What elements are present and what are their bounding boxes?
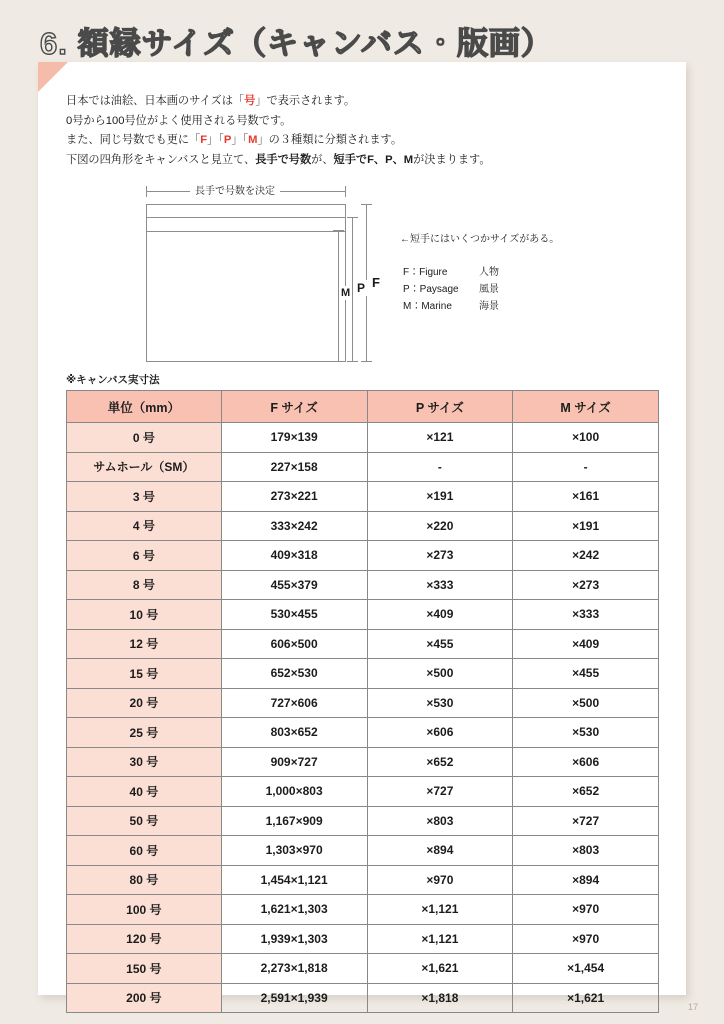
legend-abbr: F：Figure	[403, 267, 448, 278]
column-header-p: P サイズ	[367, 391, 513, 423]
diagram-side-note: ←短手にはいくつかサイズがある。	[400, 234, 560, 245]
cell-m-size: ×727	[513, 806, 659, 836]
table-row	[67, 718, 659, 748]
cell-p-size: ×191	[367, 482, 513, 512]
table-row	[67, 777, 659, 807]
cell-m-size: ×409	[513, 629, 659, 659]
intro-highlight-p: P	[223, 134, 232, 146]
cell-m-size: ×894	[513, 865, 659, 895]
cell-m-size: ×970	[513, 895, 659, 925]
legend-meaning: 海景	[479, 301, 499, 312]
intro-paragraph	[66, 92, 491, 170]
column-header-m: M サイズ	[513, 391, 659, 423]
cell-p-size: ×1,121	[367, 895, 513, 925]
table-header-row	[67, 391, 659, 423]
cell-p-size: ×803	[367, 806, 513, 836]
cell-p-size: ×121	[367, 423, 513, 453]
intro-line-1-part-b: 」で表示されます。	[255, 95, 356, 107]
cell-f-size: 727×606	[221, 688, 367, 718]
canvas-size-table	[66, 390, 659, 1013]
cell-unit: 50 号	[67, 806, 222, 836]
intro-line-1-part-a: 日本では油絵、日本画のサイズは「	[66, 95, 245, 107]
intro-bold-nagate: 長手で号数	[255, 153, 312, 166]
table-row	[67, 747, 659, 777]
cell-f-size: 409×318	[221, 541, 367, 571]
intro-line-4-part-a: 下図の四角形をキャンバスと見立て、	[66, 153, 256, 166]
corner-fold-accent	[38, 62, 68, 92]
cell-unit: 8 号	[67, 570, 222, 600]
cell-m-size: ×652	[513, 777, 659, 807]
cell-p-size: ×1,121	[367, 924, 513, 954]
cell-unit: 40 号	[67, 777, 222, 807]
cell-f-size: 2,591×1,939	[221, 983, 367, 1013]
cell-m-size: -	[513, 452, 659, 482]
cell-f-size: 1,167×909	[221, 806, 367, 836]
table-caption: ※キャンバス実寸法	[66, 374, 160, 386]
column-header-unit: 単位（mm）	[67, 391, 222, 423]
table-row	[67, 806, 659, 836]
intro-bold-mijikate: 短手でF、P、M	[333, 153, 414, 166]
cell-p-size: ×727	[367, 777, 513, 807]
table-row	[67, 836, 659, 866]
page-number: 17	[687, 1002, 698, 1012]
intro-line-3-part-b: 」「	[207, 134, 224, 146]
cell-unit: 150 号	[67, 954, 222, 984]
cell-unit: 15 号	[67, 659, 222, 689]
legend-item	[403, 264, 499, 281]
table-row	[67, 954, 659, 984]
cell-m-size: ×333	[513, 600, 659, 630]
intro-line-1	[66, 92, 491, 112]
table-row	[67, 895, 659, 925]
cell-p-size: ×970	[367, 865, 513, 895]
table-row	[67, 423, 659, 453]
cell-p-size: ×894	[367, 836, 513, 866]
cell-m-size: ×242	[513, 541, 659, 571]
cell-unit: 120 号	[67, 924, 222, 954]
cell-m-size: ×803	[513, 836, 659, 866]
cell-p-size: ×333	[367, 570, 513, 600]
cell-m-size: ×500	[513, 688, 659, 718]
cell-unit: 12 号	[67, 629, 222, 659]
cell-m-size: ×191	[513, 511, 659, 541]
cell-p-size: ×1,621	[367, 954, 513, 984]
cell-f-size: 803×652	[221, 718, 367, 748]
cell-f-size: 909×727	[221, 747, 367, 777]
cell-f-size: 227×158	[221, 452, 367, 482]
legend-meaning: 人物	[479, 267, 499, 278]
legend-abbr: P：Paysage	[403, 284, 459, 295]
cell-unit: 200 号	[67, 983, 222, 1013]
canvas-divider-f-p	[147, 217, 345, 218]
cell-unit: サムホール（SM）	[67, 452, 222, 482]
table-row	[67, 541, 659, 571]
cell-f-size: 652×530	[221, 659, 367, 689]
cell-f-size: 333×242	[221, 511, 367, 541]
cell-f-size: 606×500	[221, 629, 367, 659]
cell-f-size: 455×379	[221, 570, 367, 600]
cell-unit: 60 号	[67, 836, 222, 866]
cell-f-size: 1,939×1,303	[221, 924, 367, 954]
table-row	[67, 659, 659, 689]
page-title: 6. 額縁サイズ（キャンバス・版画）	[40, 26, 553, 61]
intro-line-3	[66, 131, 491, 151]
cell-unit: 0 号	[67, 423, 222, 453]
intro-line-4	[66, 151, 491, 171]
cell-m-size: ×273	[513, 570, 659, 600]
intro-highlight-gou: 号	[244, 95, 256, 107]
dimension-label-f: F	[372, 275, 380, 290]
legend-abbr: M：Marine	[403, 301, 452, 312]
table-row	[67, 482, 659, 512]
cell-unit: 80 号	[67, 865, 222, 895]
cell-f-size: 1,303×970	[221, 836, 367, 866]
cell-f-size: 179×139	[221, 423, 367, 453]
canvas-diagram	[138, 182, 558, 382]
cell-unit: 30 号	[67, 747, 222, 777]
cell-p-size: ×500	[367, 659, 513, 689]
intro-line-3-part-d: 」の３種類に分類されます。	[257, 134, 403, 146]
intro-line-4-part-c: が決まります。	[413, 153, 491, 166]
cell-f-size: 2,273×1,818	[221, 954, 367, 984]
intro-line-4-part-b: が、	[311, 153, 334, 166]
cell-f-size: 273×221	[221, 482, 367, 512]
diagram-legend	[403, 264, 499, 315]
cell-m-size: ×455	[513, 659, 659, 689]
table-body	[67, 423, 659, 1013]
cell-p-size: -	[367, 452, 513, 482]
cell-m-size: ×161	[513, 482, 659, 512]
cell-m-size: ×1,621	[513, 983, 659, 1013]
cell-m-size: ×100	[513, 423, 659, 453]
table-row	[67, 629, 659, 659]
cell-unit: 3 号	[67, 482, 222, 512]
intro-line-2	[66, 112, 491, 132]
table-row	[67, 452, 659, 482]
cell-p-size: ×455	[367, 629, 513, 659]
cell-m-size: ×970	[513, 924, 659, 954]
cell-p-size: ×409	[367, 600, 513, 630]
dimension-label-p: P	[357, 281, 366, 295]
table-row	[67, 511, 659, 541]
intro-highlight-f: F	[200, 134, 208, 146]
cell-unit: 25 号	[67, 718, 222, 748]
intro-line-3-part-c: 」「	[231, 134, 249, 146]
cell-f-size: 1,000×803	[221, 777, 367, 807]
table-row	[67, 983, 659, 1013]
cell-unit: 20 号	[67, 688, 222, 718]
legend-item	[403, 298, 499, 315]
cell-p-size: ×1,818	[367, 983, 513, 1013]
table-row	[67, 688, 659, 718]
content-card	[38, 62, 686, 1006]
canvas-divider-p-m	[147, 231, 345, 232]
cell-p-size: ×652	[367, 747, 513, 777]
cell-unit: 4 号	[67, 511, 222, 541]
table-row	[67, 924, 659, 954]
cell-f-size: 1,621×1,303	[221, 895, 367, 925]
table-row	[67, 600, 659, 630]
cell-unit: 100 号	[67, 895, 222, 925]
cell-p-size: ×606	[367, 718, 513, 748]
cell-p-size: ×530	[367, 688, 513, 718]
cell-m-size: ×606	[513, 747, 659, 777]
dimension-label-m: M	[341, 287, 351, 299]
table-row	[67, 865, 659, 895]
table-row	[67, 570, 659, 600]
column-header-f: F サイズ	[221, 391, 367, 423]
cell-p-size: ×273	[367, 541, 513, 571]
cell-unit: 6 号	[67, 541, 222, 571]
cell-unit: 10 号	[67, 600, 222, 630]
diagram-top-label: 長手で号数を決定	[190, 182, 280, 197]
cell-f-size: 1,454×1,121	[221, 865, 367, 895]
cell-m-size: ×530	[513, 718, 659, 748]
legend-meaning: 風景	[479, 284, 499, 295]
canvas-rectangle	[146, 204, 346, 362]
cell-p-size: ×220	[367, 511, 513, 541]
cell-f-size: 530×455	[221, 600, 367, 630]
intro-highlight-m: M	[248, 134, 258, 146]
intro-line-2-text: 0号から100号位がよく使用される号数です。	[66, 114, 292, 127]
cell-m-size: ×1,454	[513, 954, 659, 984]
legend-item	[403, 281, 499, 298]
intro-line-3-part-a: また、同じ号数でも更に「	[66, 134, 201, 146]
